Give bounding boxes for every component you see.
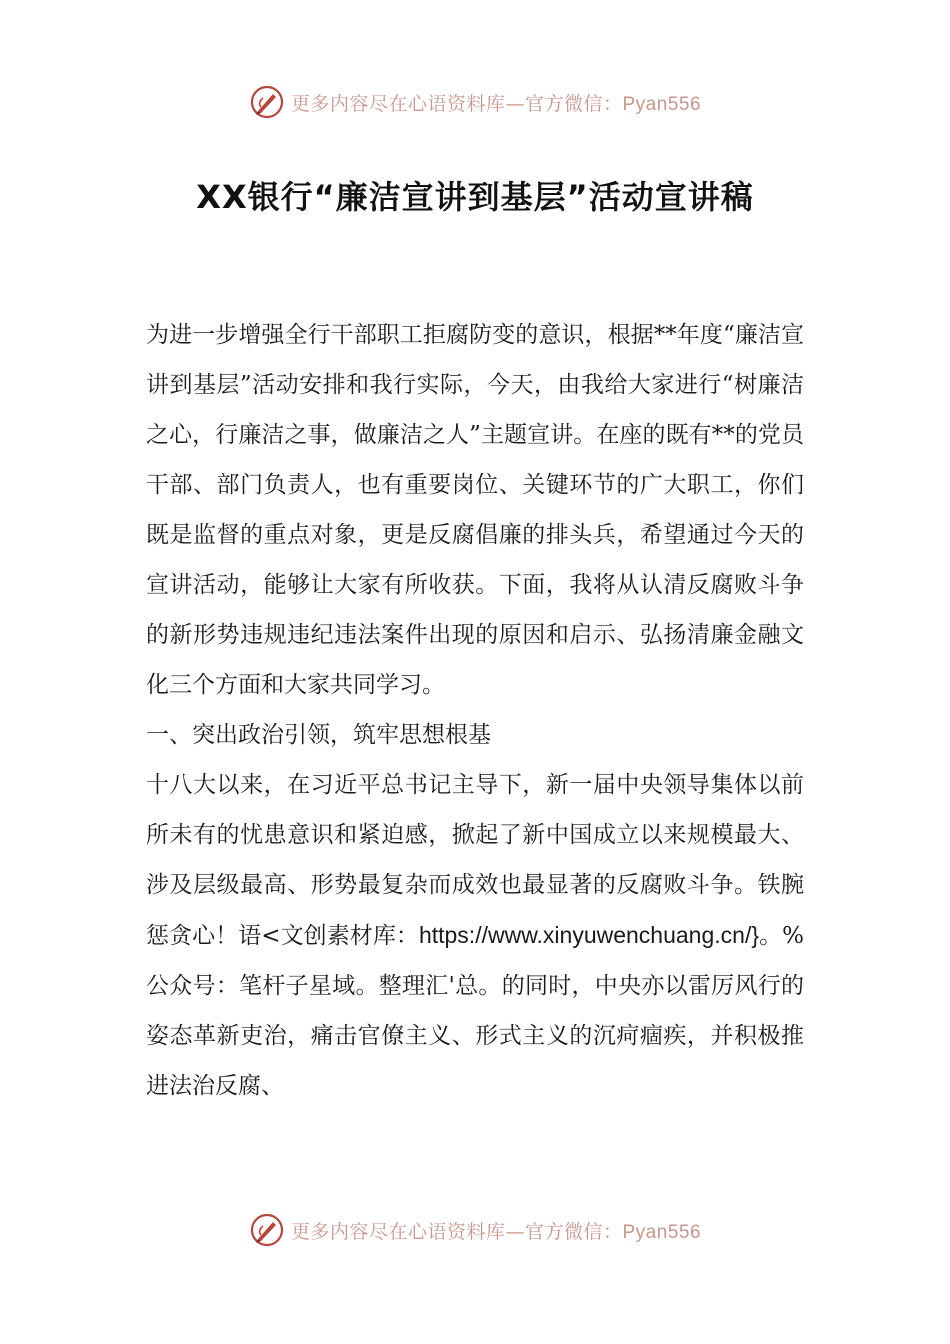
document-title: XX银行“廉洁宣讲到基层”活动宣讲稿 bbox=[196, 178, 754, 216]
document-body bbox=[146, 310, 804, 1111]
section-heading-1: 一、突出政治引领，筑牢思想根基 bbox=[146, 722, 491, 748]
footer-banner bbox=[0, 1210, 950, 1250]
intro-paragraph: 为进一步增强全行干部职工拒腐防变的意识，根据**年度“廉洁宣讲到基层”活动安排和我行实际，今天，由我给大家进行“树廉洁之心，行廉洁之事，做廉洁之人”主题宣讲。在座的既有**的党员干部、部门负责人，也有重要岗位、关键环节的广大职工，你们既是监督的重点对象，更是反腐倡廉的排头兵，希望通过今天的宣讲活动，能够让大家有所收获。下面，我将从认清反腐败斗争的新形势违规违纪违法案件出现的原因和启示、弘扬清廉金融文化三个方面和大家共同学习。 bbox=[146, 322, 804, 698]
header-banner bbox=[0, 82, 950, 122]
section-1-text-b: 。%公众号：笔杆子星域。整理汇'总。的同时，中央亦以雷厉风行的姿态革新吏治，痛击官僚主义、形式主义的沉疴痼疾，并积极推进法治反腐、 bbox=[146, 923, 804, 1099]
footer-banner-wechat-id: Pyan556 bbox=[622, 1221, 702, 1243]
header-banner-wechat-id: Pyan556 bbox=[622, 93, 702, 115]
footer-banner-text: 更多内容尽在心语资料库—官方微信：Pyan556 bbox=[290, 1220, 702, 1243]
section-1-text-a: 十八大以来，在习近平总书记主导下，新一届中央领导集体以前所未有的忧患意识和紧迫感，掀起了新中国成立以来规模最大、涉及层级最高、形势最复杂而成效也最显著的反腐败斗争。铁腕惩贪心！语<文创素材库： bbox=[146, 772, 804, 949]
header-banner-text: 更多内容尽在心语资料库—官方微信：Pyan556 bbox=[290, 92, 702, 115]
section-1-url: https://www.xinyuwenchuang.cn/} bbox=[418, 922, 760, 948]
pen-nib-logo-icon bbox=[249, 84, 285, 120]
pen-nib-logo-icon bbox=[249, 1212, 285, 1248]
section-1-paragraph bbox=[146, 760, 804, 1111]
